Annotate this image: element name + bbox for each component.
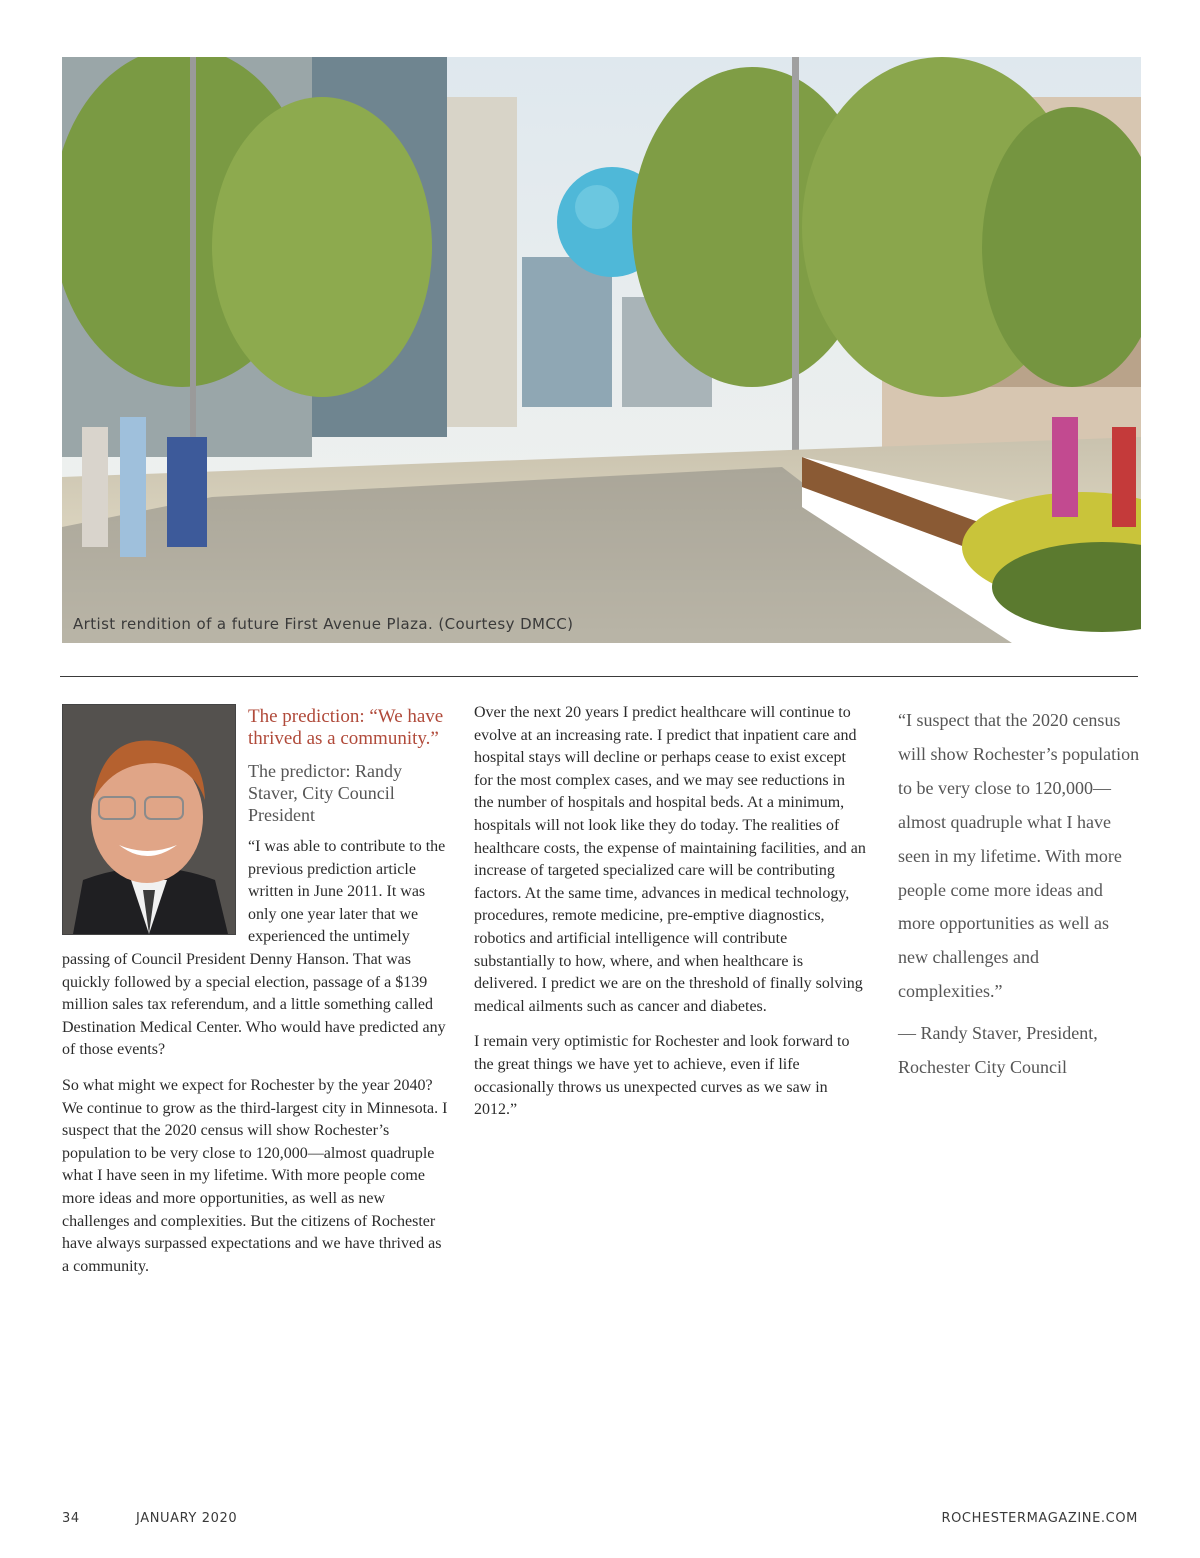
section-divider — [60, 676, 1138, 677]
article-paragraph-1: “I was able to contribute to the previous prediction article written in June 2011. It was only one year later that we experienced the untimely passing of Council President Denny Hanson. That was quickly followed by a special election, passage of a $139 million sales tax referendum, and a little something called Destination Medical Center. Who would have predicted any of those events? — [62, 838, 446, 1059]
article-paragraph-2: So what might we expect for Rochester by the year 2040? We continue to grow as the third-largest city in Minnesota. I suspect that the 2020 census will show Rochester’s population to be very close to 120,000—almost quadruple what I have seen in my lifetime. With more people come more ideas and more opportunities, as well as new challenges and complexities. But the citizens of Rochester have always surpassed expectations and we have thrived as a community. — [62, 1076, 448, 1275]
article-paragraph-4: I remain very optimistic for Rochester and look forward to the great things we have yet to achieve, even if life occasionally throws us unexpected curves as we saw in 2012.” — [474, 1033, 850, 1119]
page-number: 34 — [62, 1511, 80, 1526]
author-portrait — [62, 704, 236, 935]
prediction-heading: The prediction: “We have thrived as a community.” — [248, 706, 444, 749]
article-paragraph-3: Over the next 20 years I predict healthcare will continue to evolve at an increasing rate. I predict that inpatient care and hospital stays will decline or perhaps cease to exist except for the most complex cases, and we may see reductions in the number of hospitals and hospital beds. At a minimum, hospitals will not look like they do today. The realities of healthcare costs, the expense of maintaining facilities, and an increase of targeted specialized care will be contributing factors. At the same time, advances in medical technology, procedures, remote medicine, pre-emptive diagnostics, robotics and artificial intelligence will contribute substantially to how, where, and when healthcare is delivered. I predict we are on the threshold of finally solving medical ailments such as cancer and diabetes. — [474, 704, 866, 1015]
plaza-illustration — [62, 57, 1141, 643]
website-link[interactable]: ROCHESTERMAGAZINE.COM — [941, 1511, 1138, 1526]
article-column-1 — [62, 704, 448, 1291]
pull-quote-attribution: — Randy Staver, President, Rochester City Council — [898, 1023, 1098, 1078]
predictor-line: The predictor: Randy Staver, City Council President — [248, 761, 402, 825]
issue-date: JANUARY 2020 — [136, 1511, 238, 1526]
pull-quote — [898, 704, 1142, 1085]
pull-quote-text: “I suspect that the 2020 census will show Rochester’s population to be very close to 120,000—almost quadruple what I have seen in my lifetime. With more people come more ideas and more opportunities as well as new challenges and complexities.” — [898, 710, 1140, 1002]
photo-caption: Artist rendition of a future First Avenue Plaza. (Courtesy DMCC) — [73, 615, 574, 633]
article-column-2 — [474, 702, 866, 1135]
hero-image — [62, 57, 1141, 643]
